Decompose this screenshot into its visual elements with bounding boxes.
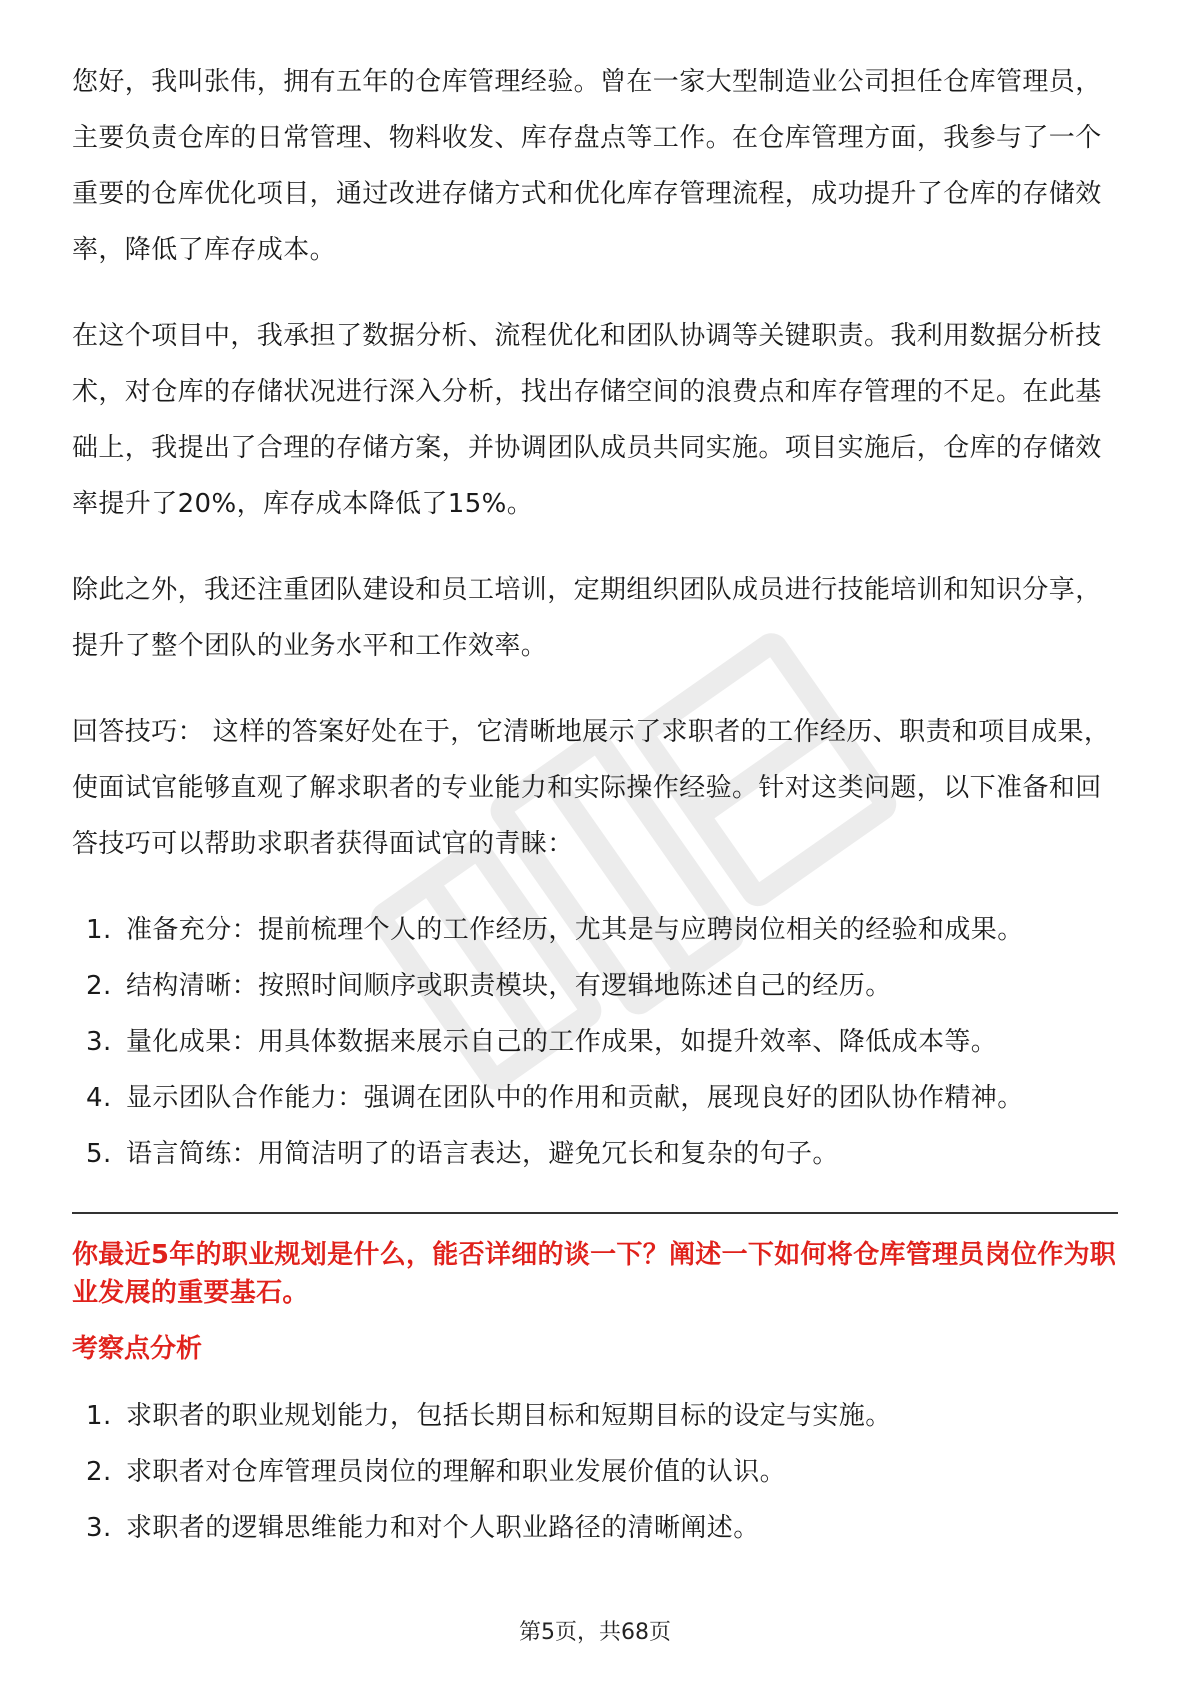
list-item xyxy=(72,902,1118,958)
list-item-text: 语言简练：用简洁明了的语言表达，避免冗长和复杂的句子。 xyxy=(126,1139,839,1169)
list-item-text: 求职者的逻辑思维能力和对个人职业路径的清晰阐述。 xyxy=(126,1513,760,1543)
list-item-text: 求职者的职业规划能力，包括长期目标和短期目标的设定与实施。 xyxy=(126,1401,892,1431)
list-item xyxy=(72,1014,1118,1070)
analysis-list xyxy=(72,1388,1118,1556)
question-heading: 你最近5年的职业规划是什么，能否详细的谈一下？阐述一下如何将仓库管理员岗位作为职业发展的重要基石。 xyxy=(72,1240,1117,1308)
list-number: 3. xyxy=(86,1513,112,1543)
list-item xyxy=(72,1444,1118,1500)
list-number: 5. xyxy=(86,1139,112,1169)
list-number: 2. xyxy=(86,1457,112,1487)
paragraph-intro: 您好，我叫张伟，拥有五年的仓库管理经验。曾在一家大型制造业公司担任仓库管理员，主要负责仓库的日常管理、物料收发、库存盘点等工作。在仓库管理方面，我参与了一个重要的仓库优化项目，通过改进存储方式和优化库存管理流程，成功提升了仓库的存储效率，降低了库存成本。 xyxy=(72,67,1102,265)
list-item xyxy=(72,1388,1118,1444)
analysis-heading: 考察点分析 xyxy=(72,1334,203,1364)
page-footer: 第5页，共68页 xyxy=(519,1620,671,1645)
section-divider xyxy=(72,1212,1118,1214)
list-number: 4. xyxy=(86,1083,112,1113)
paragraph-tips-intro: 回答技巧： 这样的答案好处在于，它清晰地展示了求职者的工作经历、职责和项目成果，使面试官能够直观了解求职者的专业能力和实际操作经验。针对这类问题，以下准备和回答技巧可以帮助求职者获得面试官的青睐： xyxy=(72,717,1111,859)
list-number: 1. xyxy=(86,915,112,945)
paragraph-project: 在这个项目中，我承担了数据分析、流程优化和团队协调等关键职责。我利用数据分析技术，对仓库的存储状况进行深入分析，找出存储空间的浪费点和库存管理的不足。在此基础上，我提出了合理的存储方案，并协调团队成员共同实施。项目实施后，仓库的存储效率提升了20%，库存成本降低了15%。 xyxy=(72,321,1102,519)
list-item xyxy=(72,1500,1118,1556)
list-item-text: 准备充分：提前梳理个人的工作经历，尤其是与应聘岗位相关的经验和成果。 xyxy=(126,915,1024,945)
tips-list xyxy=(72,902,1118,1182)
list-item-text: 显示团队合作能力：强调在团队中的作用和贡献，展现良好的团队协作精神。 xyxy=(126,1083,1024,1113)
list-item-text: 结构清晰：按照时间顺序或职责模块，有逻辑地陈述自己的经历。 xyxy=(126,971,892,1001)
paragraph-team: 除此之外，我还注重团队建设和员工培训，定期组织团队成员进行技能培训和知识分享，提升了整个团队的业务水平和工作效率。 xyxy=(72,575,1102,661)
list-item xyxy=(72,1126,1118,1182)
list-number: 1. xyxy=(86,1401,112,1431)
document-page xyxy=(72,54,1118,1586)
list-item xyxy=(72,958,1118,1014)
list-item-text: 求职者对仓库管理员岗位的理解和职业发展价值的认识。 xyxy=(126,1457,787,1487)
list-item xyxy=(72,1070,1118,1126)
list-item-text: 量化成果：用具体数据来展示自己的工作成果，如提升效率、降低成本等。 xyxy=(126,1027,998,1057)
list-number: 2. xyxy=(86,971,112,1001)
list-number: 3. xyxy=(86,1027,112,1057)
